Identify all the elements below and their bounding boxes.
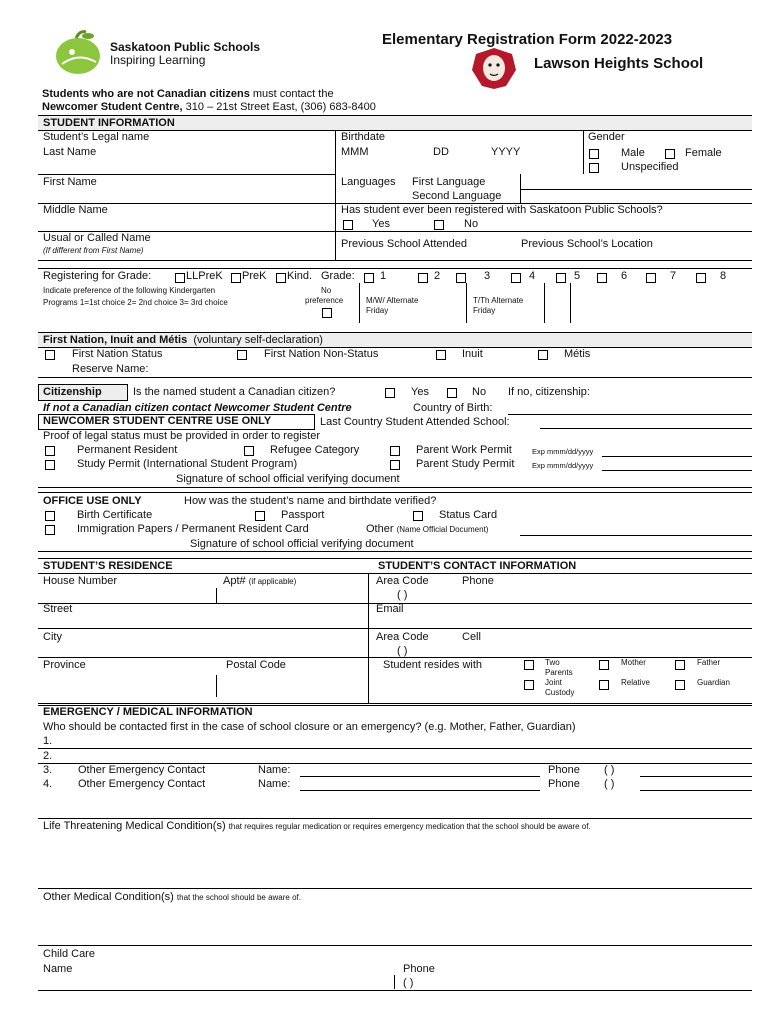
second-language-field[interactable]: Second Language [412, 190, 502, 202]
country-of-birth-field[interactable]: Country of Birth: [413, 402, 493, 414]
emergency-contact-4-number: 4. [43, 778, 53, 790]
office-use-heading: OFFICE USE ONLY [43, 495, 142, 507]
residence-heading: STUDENT’S RESIDENCE [43, 560, 173, 572]
tth-friday-label: Friday [473, 306, 496, 315]
status-card-label: Status Card [439, 509, 498, 521]
home-phone-field[interactable]: Phone [462, 575, 494, 587]
citizenship-heading-box: Citizenship [38, 384, 128, 401]
grade-1-checkbox[interactable] [364, 273, 374, 283]
no-preference-label: No [321, 286, 332, 295]
emergency-contact-1-field[interactable]: 1. [43, 735, 53, 747]
child-care-heading: Child Care [43, 948, 95, 960]
two-parents-checkbox[interactable] [524, 660, 534, 670]
province-field[interactable]: Province [43, 659, 86, 671]
joint-custody-label-2: Custody [545, 688, 575, 697]
study-permit-expiry-field[interactable]: Exp mmm/dd/yyyy [532, 461, 594, 470]
birth-day-field[interactable]: DD [433, 146, 449, 158]
home-area-code-field[interactable]: Area Code [376, 575, 429, 587]
citizenship-notice-line1: Students who are not Canadian citizens must contact the [42, 88, 334, 100]
other-emergency-contact-4-label: Other Emergency Contact [78, 778, 206, 790]
grade-7-label: 7 [670, 270, 677, 282]
grade-4-label: 4 [529, 270, 536, 282]
first-name-field[interactable]: First Name [43, 176, 97, 188]
grade-2-checkbox[interactable] [418, 273, 428, 283]
father-label: Father [697, 658, 721, 667]
birth-month-field[interactable]: MMM [341, 146, 369, 158]
org-tagline: Inspiring Learning [110, 53, 206, 67]
permanent-resident-label: Permanent Resident [77, 444, 178, 456]
status-card-checkbox[interactable] [413, 511, 423, 521]
grade-6-label: 6 [621, 270, 628, 282]
first-nation-non-status-checkbox[interactable] [237, 350, 247, 360]
usual-name-note: (If different from First Name) [43, 246, 144, 255]
birthdate-label: Birthdate [341, 131, 386, 143]
immigration-papers-label: Immigration Papers / Permanent Resident Card [77, 523, 309, 535]
form-title: Elementary Registration Form 2022-2023 [382, 31, 673, 48]
metis-checkbox[interactable] [538, 350, 548, 360]
grade-5-label: 5 [574, 270, 581, 282]
citizen-yes-checkbox[interactable] [385, 388, 395, 398]
house-number-field[interactable]: House Number [43, 575, 117, 587]
newcomer-contact-note: If not a Canadian citizen contact Newcomer Student Centre [43, 402, 352, 414]
emergency-question: Who should be contacted first in the case of school closure or an emergency? (e.g. Mother, Father, Guardian) [43, 721, 576, 733]
email-field[interactable]: Email [376, 603, 404, 615]
org-name: Saskatoon Public Schools [110, 40, 261, 54]
contact-info-heading: STUDENT’S CONTACT INFORMATION [378, 560, 577, 572]
registered-no-checkbox[interactable] [434, 220, 444, 230]
reserve-name-field[interactable]: Reserve Name: [72, 363, 149, 375]
newcomer-use-only-box: NEWCOMER STUDENT CENTRE USE ONLY [38, 414, 315, 430]
other-document-field[interactable]: Other (Name Official Document) [366, 523, 489, 535]
child-care-name-field[interactable]: Name [43, 963, 73, 975]
other-emergency-contact-3-label: Other Emergency Contact [78, 764, 206, 776]
cell-area-code-parens: ( ) [397, 645, 408, 657]
parent-work-permit-label: Parent Work Permit [416, 444, 512, 456]
verification-question: How was the student’s name and birthdate verified? [184, 495, 437, 507]
school-logo [52, 28, 107, 76]
first-nation-status-label: First Nation Status [72, 348, 163, 360]
parent-study-permit-label: Parent Study Permit [416, 458, 515, 470]
relative-label: Relative [621, 678, 650, 687]
emergency-contact-4-phone-field[interactable]: ( ) [604, 778, 615, 790]
mother-checkbox[interactable] [599, 660, 609, 670]
male-label: Male [621, 147, 645, 159]
kindergarten-label: Kind. [287, 270, 313, 282]
citizenship-signature-field[interactable]: Signature of school official verifying document [176, 473, 400, 485]
cell-area-code-field[interactable]: Area Code [376, 631, 429, 643]
mw-friday-label: Friday [366, 306, 389, 315]
female-checkbox[interactable] [665, 149, 675, 159]
emergency-heading: EMERGENCY / MEDICAL INFORMATION [43, 706, 253, 718]
city-field[interactable]: City [43, 631, 62, 643]
first-nation-heading: First Nation, Inuit and Métis (voluntary self-declaration) [38, 332, 752, 348]
grade-5-checkbox[interactable] [556, 273, 566, 283]
male-checkbox[interactable] [589, 149, 599, 159]
llprek-label: LLPreK [186, 270, 223, 282]
grade-registration-row: Registering for Grade: [43, 270, 152, 282]
proof-of-status-note: Proof of legal status must be provided in order to register [43, 430, 320, 442]
school-name: Lawson Heights School [534, 55, 704, 72]
apt-number-field[interactable]: Apt# (if applicable) [223, 575, 297, 587]
street-field[interactable]: Street [43, 603, 73, 615]
grade-3-label: 3 [484, 270, 491, 282]
relative-checkbox[interactable] [599, 680, 609, 690]
emergency-contact-3-phone-label: Phone [548, 764, 580, 776]
grade-8-checkbox[interactable] [696, 273, 706, 283]
previously-registered-question: Has student ever been registered with Saskatoon Public Schools? [341, 204, 663, 216]
other-medical-condition-field[interactable]: Other Medical Condition(s) that the school should be aware of. [43, 891, 301, 903]
unspecified-label: Unspecified [621, 161, 679, 173]
emergency-contact-3-name-field[interactable]: Name: [258, 764, 291, 776]
birth-certificate-label: Birth Certificate [77, 509, 153, 521]
tth-alternate-label: T/Th Alternate [473, 296, 524, 305]
canadian-citizen-question: Is the named student a Canadian citizen? [133, 386, 336, 398]
grade-3-checkbox[interactable] [456, 273, 466, 283]
joint-custody-label: Joint [545, 678, 562, 687]
passport-checkbox[interactable] [255, 511, 265, 521]
child-care-phone-field[interactable]: ( ) [403, 977, 414, 989]
kindergarten-preference-note: Indicate preference of the following Kindergarten [43, 286, 216, 295]
emergency-contact-2-field[interactable]: 2. [43, 750, 53, 762]
usual-name-field[interactable]: Usual or Called Name [43, 232, 151, 244]
grade-6-checkbox[interactable] [597, 273, 607, 283]
grade-8-label: 8 [720, 270, 727, 282]
birth-year-field[interactable]: YYYY [491, 146, 521, 158]
inuit-label: Inuit [462, 348, 483, 360]
citizenship-notice-line2: Newcomer Student Centre, 310 – 21st Street East, (306) 683-8400 [42, 101, 376, 113]
gender-label: Gender [588, 131, 625, 143]
mother-label: Mother [621, 658, 646, 667]
emergency-contact-4-name-field[interactable]: Name: [258, 778, 291, 790]
grade-label: Grade: [321, 270, 355, 282]
permanent-resident-checkbox[interactable] [45, 446, 55, 456]
study-permit-checkbox[interactable] [45, 460, 55, 470]
citizen-yes-label: Yes [411, 386, 429, 398]
two-parents-label-2: Parents [545, 668, 573, 677]
office-signature-field[interactable]: Signature of school official verifying document [190, 538, 414, 550]
emergency-contact-4-phone-label: Phone [548, 778, 580, 790]
postal-code-field[interactable]: Postal Code [226, 659, 286, 671]
emergency-contact-3-number: 3. [43, 764, 53, 776]
citizen-no-checkbox[interactable] [447, 388, 457, 398]
first-language-field[interactable]: First Language [412, 176, 486, 188]
previous-school-field[interactable]: Previous School Attended [341, 238, 467, 250]
first-nation-non-status-label: First Nation Non-Status [264, 348, 379, 360]
student-info-heading: STUDENT INFORMATION [38, 115, 752, 131]
mw-alternate-label: M/W/ Alternate [366, 296, 419, 305]
no-preference-checkbox[interactable] [322, 308, 332, 318]
kindergarten-preference-choices: Programs 1=1st choice 2= 2nd choice 3= 3rd choice [43, 298, 228, 307]
prek-label: PreK [242, 270, 267, 282]
lion-crest-icon [468, 46, 520, 90]
no-preference-label-2: preference [305, 296, 344, 305]
birth-certificate-checkbox[interactable] [45, 511, 55, 521]
work-permit-expiry-field[interactable]: Exp mmm/dd/yyyy [532, 447, 594, 456]
father-checkbox[interactable] [675, 660, 685, 670]
languages-label: Languages [341, 176, 396, 188]
two-parents-label: Two [545, 658, 560, 667]
grade-1-label: 1 [380, 270, 387, 282]
grade-7-checkbox[interactable] [646, 273, 656, 283]
last-country-field[interactable]: Last Country Student Attended School: [320, 416, 510, 428]
legal-name-label: Student’s Legal name [43, 131, 150, 143]
joint-custody-checkbox[interactable] [524, 680, 534, 690]
grade-2-label: 2 [434, 270, 441, 282]
home-area-code-parens: ( ) [397, 589, 408, 601]
registered-yes-checkbox[interactable] [343, 220, 353, 230]
citizen-no-label: No [472, 386, 487, 398]
resides-with-label: Student resides with [383, 659, 483, 671]
guardian-label: Guardian [697, 678, 730, 687]
child-care-phone-label: Phone [403, 963, 435, 975]
inuit-checkbox[interactable] [436, 350, 446, 360]
previous-school-location-field[interactable]: Previous School’s Location [521, 238, 653, 250]
cell-phone-field[interactable]: Cell [462, 631, 481, 643]
registered-yes-label: Yes [372, 218, 390, 230]
life-threatening-condition-field[interactable]: Life Threatening Medical Condition(s) that requires regular medication or requires emergency medication that the school should be aware of. [43, 820, 591, 832]
study-permit-label: Study Permit (International Student Program) [77, 458, 298, 470]
unspecified-checkbox[interactable] [589, 163, 599, 173]
parent-study-permit-checkbox[interactable] [390, 460, 400, 470]
emergency-contact-3-phone-field[interactable]: ( ) [604, 764, 615, 776]
refugee-label: Refugee Category [270, 444, 360, 456]
passport-label: Passport [281, 509, 325, 521]
parent-work-permit-checkbox[interactable] [390, 446, 400, 456]
guardian-checkbox[interactable] [675, 680, 685, 690]
grade-4-checkbox[interactable] [511, 273, 521, 283]
last-name-field[interactable]: Last Name [43, 146, 97, 158]
citizenship-field[interactable]: If no, citizenship: [508, 386, 590, 398]
kindergarten-checkbox[interactable] [276, 273, 286, 283]
llprek-checkbox[interactable] [175, 273, 185, 283]
refugee-checkbox[interactable] [244, 446, 254, 456]
metis-label: Métis [564, 348, 591, 360]
immigration-papers-checkbox[interactable] [45, 525, 55, 535]
registered-no-label: No [464, 218, 479, 230]
middle-name-field[interactable]: Middle Name [43, 204, 108, 216]
prek-checkbox[interactable] [231, 273, 241, 283]
first-nation-status-checkbox[interactable] [45, 350, 55, 360]
female-label: Female [685, 147, 722, 159]
